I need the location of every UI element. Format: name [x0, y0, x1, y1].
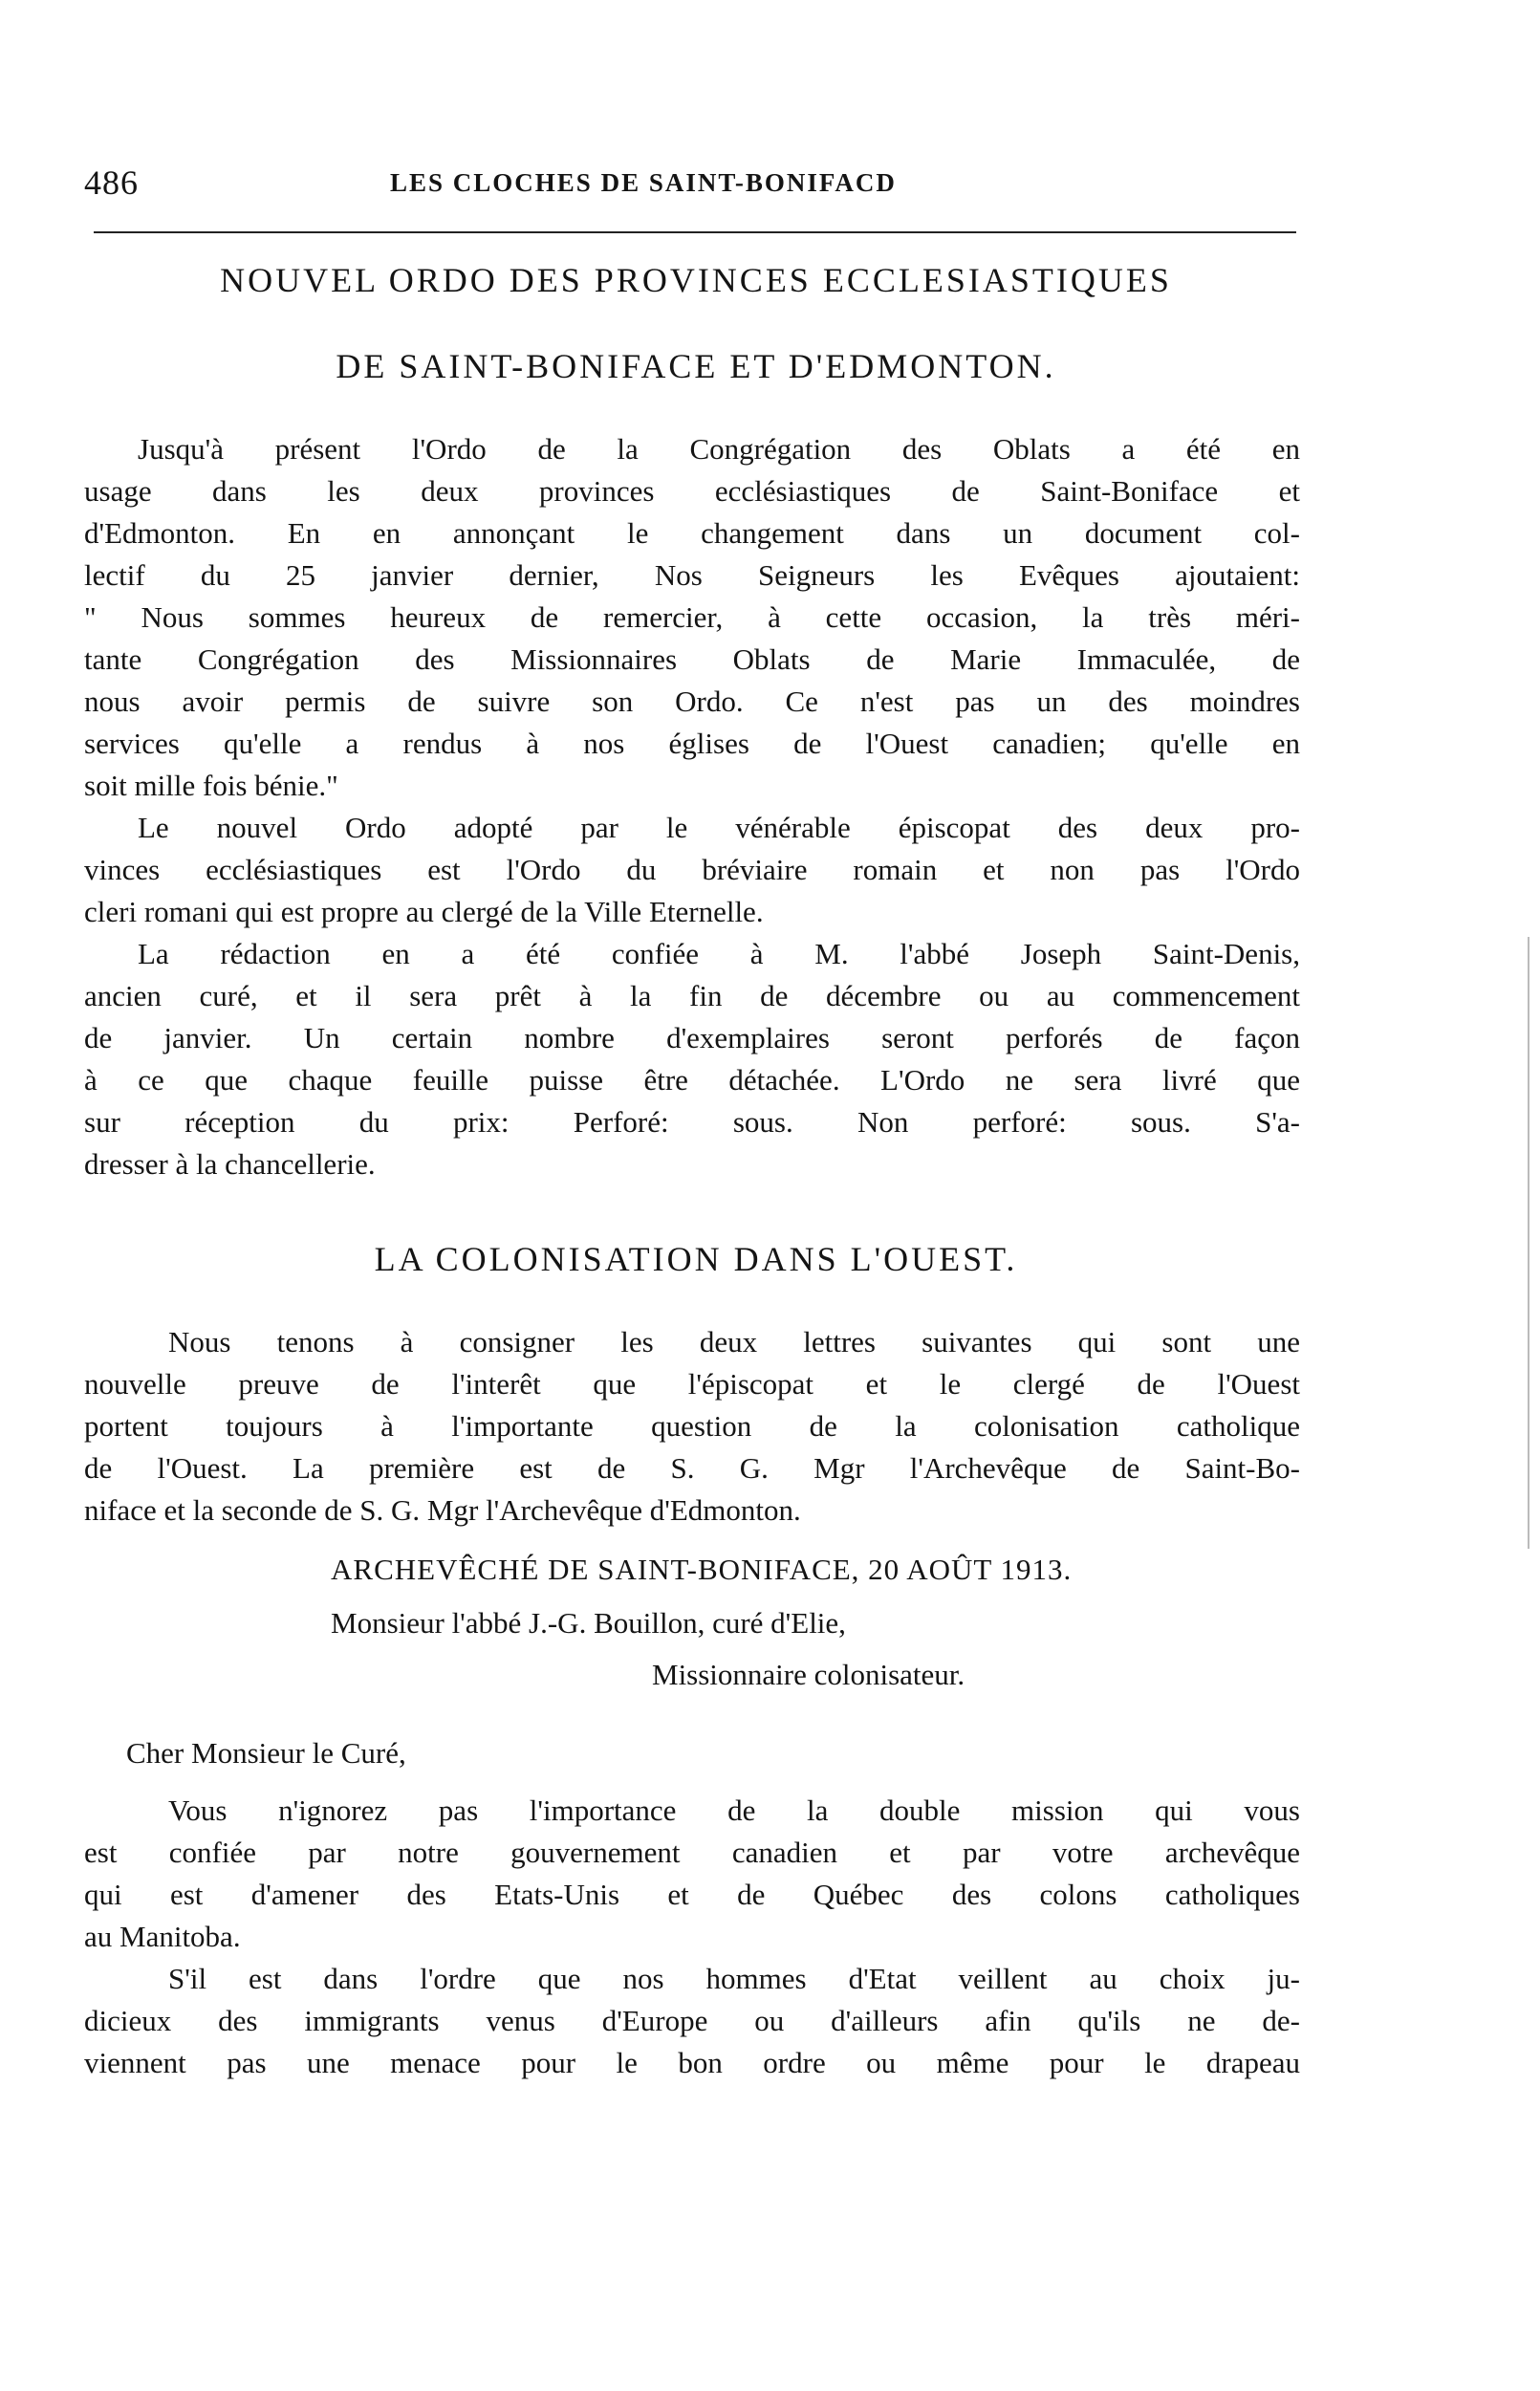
text-line: dresser à la chancellerie.	[84, 1147, 376, 1181]
text-line: sur réception du prix: Perforé: sous. Non perforé: sous. S'a-	[84, 1105, 1300, 1139]
text-line: lectif du 25 janvier dernier, Nos Seigneurs les Evêques ajoutaient:	[84, 558, 1300, 592]
letter-addressee: Monsieur l'abbé J.-G. Bouillon, curé d'Elie,	[331, 1606, 846, 1640]
running-title: LES CLOCHES DE SAINT-BONIFACD	[390, 168, 897, 197]
text-line: qui est d'amener des Etats-Unis et de Québec des colons catholiques	[84, 1878, 1300, 1911]
text-line: La rédaction en a été confiée à M. l'abbé Joseph Saint-Denis,	[138, 937, 1300, 970]
text-line: niface et la seconde de S. G. Mgr l'Archevêque d'Edmonton.	[84, 1493, 801, 1527]
text-line: de janvier. Un certain nombre d'exemplaires seront perforés de façon	[84, 1021, 1300, 1054]
letter-addressee-role: Missionnaire colonisateur.	[652, 1658, 965, 1691]
text-line: usage dans les deux provinces ecclésiastiques de Saint-Boniface et	[84, 474, 1300, 508]
section2-title: LA COLONISATION DANS L'OUEST.	[374, 1240, 1018, 1278]
text-line: Le nouvel Ordo adopté par le vénérable épiscopat des deux pro-	[138, 811, 1300, 844]
section1-title-line1: NOUVEL ORDO DES PROVINCES ECCLESIASTIQUES	[220, 261, 1172, 299]
text-line: de l'Ouest. La première est de S. G. Mgr l'Archevêque de Saint-Bo-	[84, 1451, 1300, 1485]
text-line: nous avoir permis de suivre son Ordo. Ce n'est pas un des moindres	[84, 685, 1300, 718]
text-line: soit mille fois bénie."	[84, 769, 338, 802]
text-line: est confiée par notre gouvernement canadien et par votre archevêque	[84, 1836, 1300, 1869]
running-head	[84, 163, 1308, 205]
text-line: " Nous sommes heureux de remercier, à cette occasion, la très méri-	[84, 600, 1300, 634]
letter-dateline: ARCHEVÊCHÉ DE SAINT-BONIFACE, 20 AOÛT 1913.	[331, 1553, 1073, 1586]
page-number: 486	[84, 163, 139, 202]
text-line: portent toujours à l'importante question de la colonisation catholique	[84, 1409, 1300, 1443]
text-line: dicieux des immigrants venus d'Europe ou d'ailleurs afin qu'ils ne de-	[84, 2004, 1300, 2037]
text-line: cleri romani qui est propre au clergé de la Ville Eternelle.	[84, 895, 764, 928]
text-line: tante Congrégation des Missionnaires Oblats de Marie Immaculée, de	[84, 642, 1300, 676]
text-line: au Manitoba.	[84, 1920, 241, 1953]
text-line: nouvelle preuve de l'interêt que l'épiscopat et le clergé de l'Ouest	[84, 1367, 1300, 1401]
text-line: Vous n'ignorez pas l'importance de la double mission qui vous	[168, 1793, 1300, 1827]
section1-title-line2: DE SAINT-BONIFACE ET D'EDMONTON.	[336, 347, 1056, 385]
text-line: ancien curé, et il sera prêt à la fin de décembre ou au commencement	[84, 979, 1300, 1012]
text-line: viennent pas une menace pour le bon ordre ou même pour le drapeau	[84, 2046, 1300, 2079]
header-rule	[94, 231, 1296, 233]
text-line: Jusqu'à présent l'Ordo de la Congrégation des Oblats a été en	[138, 432, 1300, 466]
scan-edge-mark	[1528, 937, 1529, 1549]
text-line: à ce que chaque feuille puisse être détachée. L'Ordo ne sera livré que	[84, 1063, 1300, 1097]
text-line: services qu'elle a rendus à nos églises de l'Ouest canadien; qu'elle en	[84, 727, 1300, 760]
text-line: Nous tenons à consigner les deux lettres suivantes qui sont une	[168, 1325, 1300, 1359]
letter-salutation: Cher Monsieur le Curé,	[126, 1736, 406, 1770]
text-line: S'il est dans l'ordre que nos hommes d'Etat veillent au choix ju-	[168, 1962, 1300, 1995]
text-line: d'Edmonton. En en annonçant le changement dans un document col-	[84, 516, 1300, 550]
text-line: vinces ecclésiastiques est l'Ordo du bréviaire romain et non pas l'Ordo	[84, 853, 1300, 886]
